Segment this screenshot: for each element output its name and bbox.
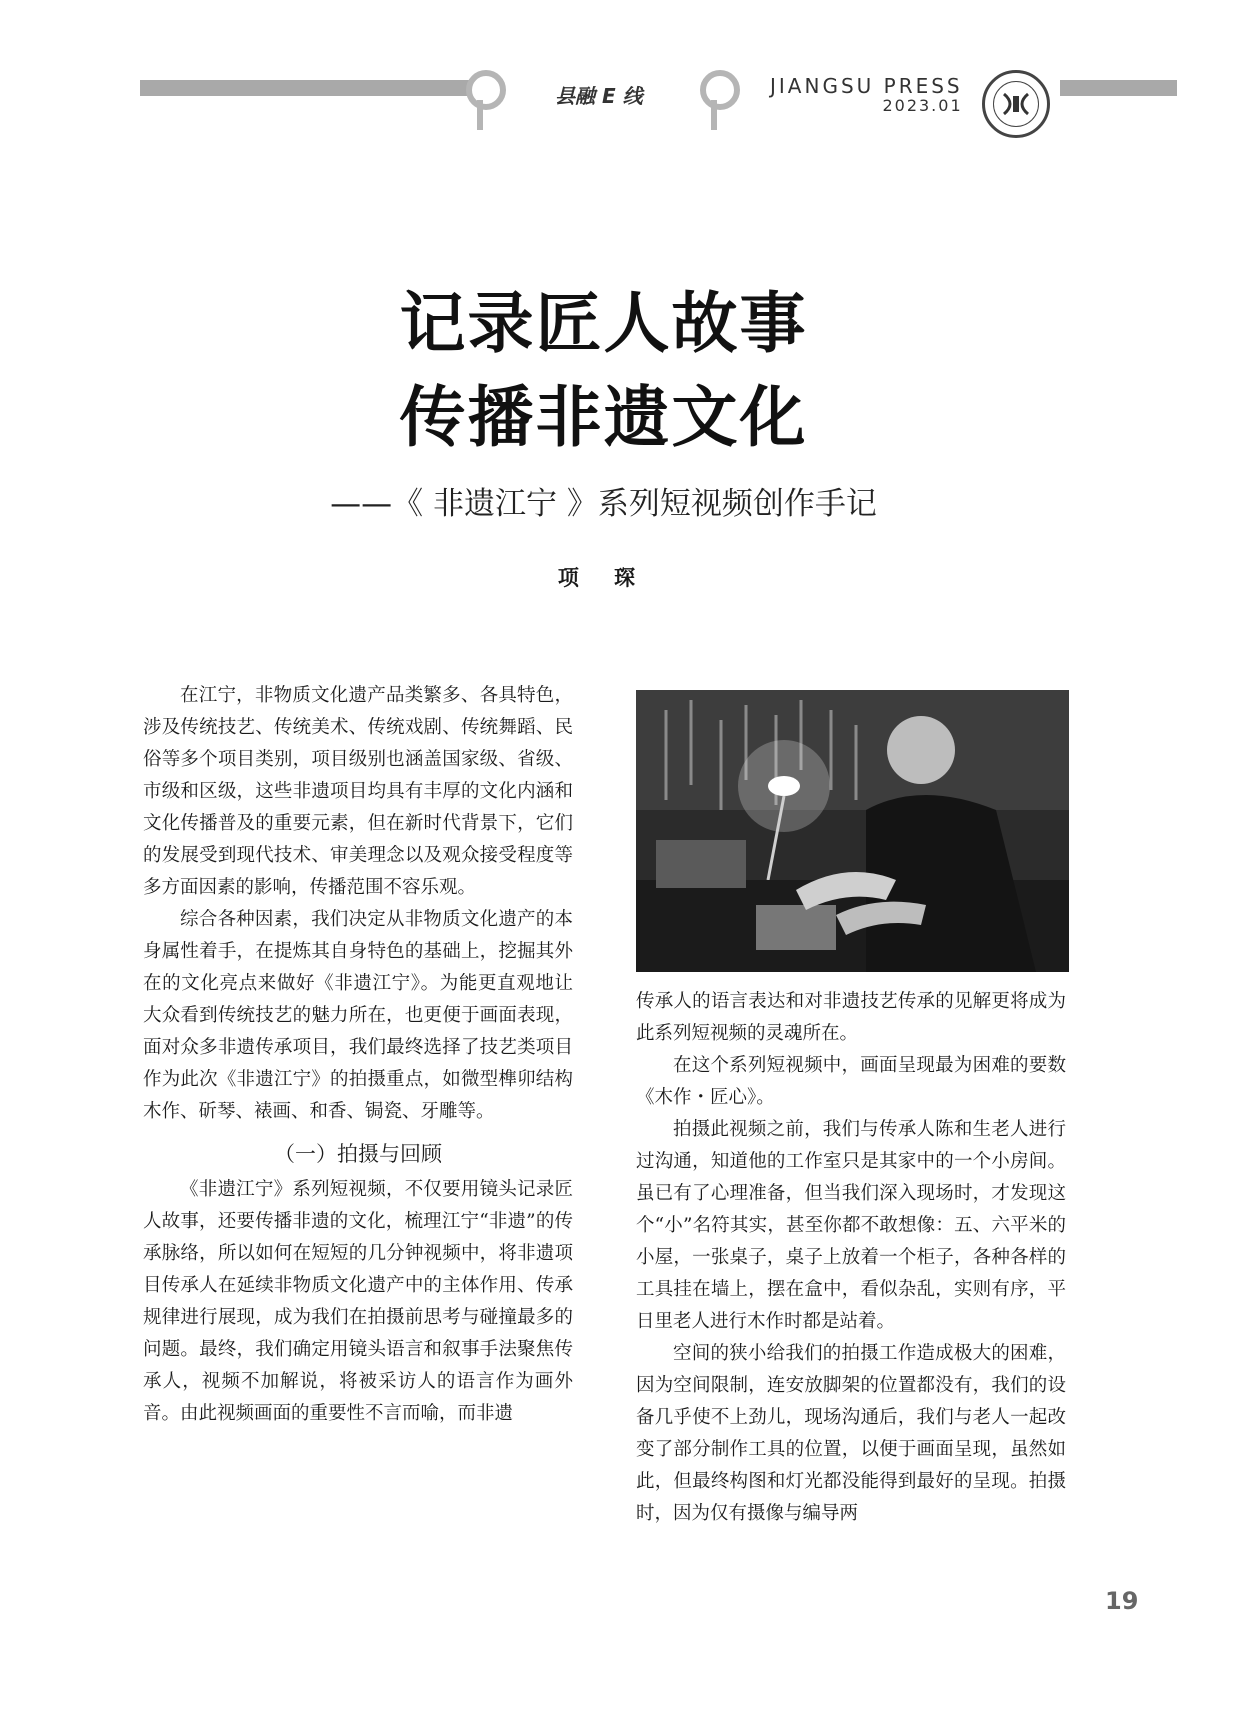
header-rule-right xyxy=(1060,80,1177,96)
paragraph: 综合各种因素，我们决定从非物质文化遗产的本身属性着手，在提炼其自身特色的基础上，挖掘其外在的文化亮点来做好《非遗江宁》。为能更直观地让大众看到传统技艺的魅力所在，也更便于画面表现，面对众多非遗传承项目，我们最终选择了技艺类项目作为此次《非遗江宁》的拍摄重点，如微型榫卯结构木作、斫琴、裱画、和香、锔瓷、牙雕等。 xyxy=(143,909,573,1122)
article-title-line-2: 传播非遗文化 xyxy=(399,379,808,456)
article-column-left xyxy=(143,680,573,1430)
journal-seal-logo xyxy=(982,70,1050,138)
craftsman-photo xyxy=(636,690,1069,972)
paragraph: 在江宁，非物质文化遗产品类繁多、各具特色，涉及传统技艺、传统美术、传统戏剧、传统舞蹈、民俗等多个项目类别，项目级别也涵盖国家级、省级、市级和区级，这些非遗项目均具有丰厚的文化内涵和文化传播普及的重要元素，但在新时代背景下，它们的发展受到现代技术、审美理念以及观众接受程度等多方面因素的影响，传播范围不容乐观。 xyxy=(143,685,573,898)
workshop-illustration xyxy=(636,690,1069,972)
issue-number: 2023.01 xyxy=(882,96,963,115)
brand-block xyxy=(770,74,963,115)
craftsman-head xyxy=(887,716,955,784)
section-label: 县融 E 线 xyxy=(555,84,643,108)
article-subtitle: ——《 非遗江宁 》系列短视频创作手记 xyxy=(330,486,877,522)
page-number: 19 xyxy=(1105,1587,1139,1615)
seal-emblem-graphic xyxy=(1000,90,1032,118)
header-rule-left xyxy=(140,80,475,96)
paragraph: 拍摄此视频之前，我们与传承人陈和生老人进行过沟通，知道他的工作室只是其家中的一个小房间。虽已有了心理准备，但当我们深入现场时，才发现这个“小”名符其实，甚至你都不敢想像：五、六平米的小屋，一张桌子，桌子上放着一个柜子，各种各样的工具挂在墙上，摆在盒中，看似杂乱，实则有序，平日里老人进行木作时都是站着。 xyxy=(636,1119,1066,1332)
article-column-right xyxy=(636,986,1066,1530)
lamp-light xyxy=(768,776,800,796)
location-pin-stem xyxy=(477,100,483,130)
paragraph: 《非遗江宁》系列短视频，不仅要用镜头记录匠人故事，还要传播非遗的文化，梳理江宁“非遗”的传承脉络，所以如何在短短的几分钟视频中，将非遗项目传承人在延续非物质文化遗产中的主体作用、传承规律进行展现，成为我们在拍摄前思考与碰撞最多的问题。最终，我们确定用镜头语言和叙事手法聚焦传承人，视频不加解说，将被采访人的语言作为画外音。由此视频画面的重要性不言而喻，而非遗 xyxy=(143,1179,573,1424)
paragraph: 在这个系列短视频中，画面呈现最为困难的要数《木作・匠心》。 xyxy=(636,1055,1066,1108)
seal-emblem-icon xyxy=(993,81,1039,127)
section-heading: （一）拍摄与回顾 xyxy=(274,1142,442,1166)
article-title-line-1: 记录匠人故事 xyxy=(399,285,808,362)
author-name: 项 琛 xyxy=(557,566,650,590)
location-pin-icon xyxy=(700,70,740,110)
location-pin-icon xyxy=(466,70,506,110)
paragraph: 空间的狭小给我们的拍摄工作造成极大的困难，因为空间限制，连安放脚架的位置都没有，我们的设备几乎使不上劲儿，现场沟通后，我们与老人一起改变了部分制作工具的位置，以便于画面呈现，虽然如此，但最终构图和灯光都没能得到最好的呈现。拍摄时，因为仅有摄像与编导两 xyxy=(636,1343,1066,1524)
location-pin-stem xyxy=(711,100,717,130)
brand-name: JIANGSU PRESS xyxy=(770,74,963,98)
paragraph: 传承人的语言表达和对非遗技艺传承的见解更将成为此系列短视频的灵魂所在。 xyxy=(636,991,1066,1044)
